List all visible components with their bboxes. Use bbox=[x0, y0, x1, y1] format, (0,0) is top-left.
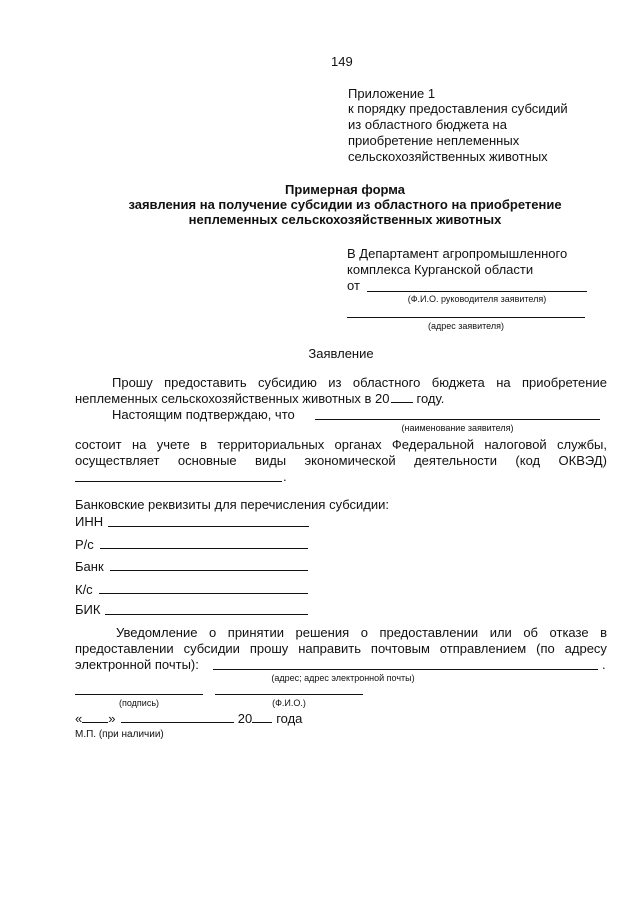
word: органах bbox=[334, 437, 382, 452]
request-line-2-end: году. bbox=[416, 391, 445, 406]
word: Уведомление bbox=[116, 625, 198, 640]
date-line bbox=[75, 711, 302, 726]
word: прошу bbox=[249, 641, 289, 656]
bank-field-label-account: Р/с bbox=[75, 537, 94, 552]
word: в bbox=[200, 437, 208, 452]
word: предоставлении bbox=[379, 625, 479, 640]
signature-field[interactable] bbox=[75, 694, 203, 695]
word: об bbox=[523, 625, 539, 640]
request-line-1 bbox=[112, 375, 607, 390]
word: (по bbox=[536, 641, 555, 656]
caption-signature: (подпись) bbox=[118, 698, 160, 708]
appendix-line-4: приобретение неплеменных bbox=[348, 133, 520, 148]
word: о bbox=[360, 625, 368, 640]
word: ОКВЭД) bbox=[558, 453, 607, 468]
caption-signer-name: (Ф.И.О.) bbox=[272, 698, 306, 708]
month-field[interactable] bbox=[121, 712, 234, 723]
word: решения bbox=[295, 625, 350, 640]
bank-field-label-bank: Банк bbox=[75, 559, 104, 574]
word: на bbox=[496, 375, 511, 390]
appendix-line-2: к порядку предоставления субсидий bbox=[348, 101, 568, 116]
sign-year-field[interactable] bbox=[252, 712, 272, 723]
caption-email: (адрес; адрес электронной почты) bbox=[271, 673, 415, 683]
word: областного bbox=[352, 375, 421, 390]
word: субсидию bbox=[258, 375, 317, 390]
word: Федеральной bbox=[391, 437, 475, 452]
word: приобретение bbox=[522, 375, 607, 390]
word: о bbox=[209, 625, 217, 640]
page-number: 149 bbox=[331, 54, 353, 69]
word: адресу bbox=[564, 641, 607, 656]
form-title-line-1: Примерная форма bbox=[285, 182, 405, 197]
caption-applicant-name: (наименование заявителя) bbox=[401, 423, 514, 433]
caption-applicant-address: (адрес заявителя) bbox=[428, 321, 504, 331]
addressee-line-2: комплекса Курганской области bbox=[347, 262, 534, 277]
word: виды bbox=[255, 453, 287, 468]
word: в bbox=[600, 625, 607, 640]
word: принятии bbox=[227, 625, 285, 640]
word: (код bbox=[515, 453, 541, 468]
confirm-line-3 bbox=[75, 453, 607, 468]
date-close-quote: » bbox=[108, 711, 116, 726]
date-open-quote: « bbox=[75, 711, 83, 726]
word: состоит bbox=[75, 437, 122, 452]
appendix-line-5: сельскохозяйственных животных bbox=[348, 149, 548, 164]
form-title-line-3: неплеменных сельскохозяйственных животных bbox=[188, 212, 502, 227]
notification-line-2 bbox=[75, 641, 607, 656]
word: территориальных bbox=[217, 437, 325, 452]
email-label: электронной почты): bbox=[75, 657, 199, 672]
confirm-label: Настоящим подтверждаю, что bbox=[112, 407, 295, 422]
word: осуществляет bbox=[75, 453, 160, 468]
word: или bbox=[489, 625, 512, 640]
addressee-name-field[interactable] bbox=[367, 291, 587, 292]
signer-name-field[interactable] bbox=[215, 694, 363, 695]
word: основные bbox=[177, 453, 237, 468]
word: почтовым bbox=[370, 641, 430, 656]
account-field[interactable] bbox=[100, 548, 308, 549]
inn-field[interactable] bbox=[108, 526, 309, 527]
word: бюджета bbox=[431, 375, 485, 390]
bank-title: Банковские реквизиты для перечисления субсидии: bbox=[75, 497, 389, 512]
day-field[interactable] bbox=[82, 712, 108, 723]
okved-field[interactable] bbox=[75, 481, 282, 482]
statement-title: Заявление bbox=[308, 346, 374, 361]
word: службы, bbox=[557, 437, 607, 452]
addressee-address-field[interactable] bbox=[347, 317, 585, 318]
word: предоставлении bbox=[75, 641, 174, 656]
corr-account-field[interactable] bbox=[99, 593, 308, 594]
word: экономической bbox=[304, 453, 396, 468]
word: налоговой bbox=[484, 437, 547, 452]
word: из bbox=[328, 375, 342, 390]
year-suffix: года bbox=[276, 711, 303, 726]
word: направить bbox=[298, 641, 361, 656]
word: Прошу bbox=[112, 375, 153, 390]
bank-name-field[interactable] bbox=[110, 570, 308, 571]
caption-head-name: (Ф.И.О. руководителя заявителя) bbox=[407, 294, 547, 304]
form-title-line-2: заявления на получение субсидии из областного на приобретение bbox=[128, 197, 562, 212]
word: отправлением bbox=[439, 641, 527, 656]
email-field[interactable] bbox=[213, 669, 598, 670]
word: учете bbox=[156, 437, 190, 452]
notification-line-1 bbox=[116, 625, 607, 640]
word: субсидии bbox=[183, 641, 240, 656]
appendix-line-1: Приложение 1 bbox=[348, 86, 436, 101]
word: на bbox=[131, 437, 147, 452]
stamp-note: М.П. (при наличии) bbox=[75, 729, 164, 740]
year-field[interactable] bbox=[391, 392, 413, 403]
addressee-line-1: В Департамент агропромышленного bbox=[347, 246, 568, 261]
year-prefix: 20 bbox=[237, 711, 253, 726]
addressee-from-label: от bbox=[347, 278, 360, 293]
word: предоставить bbox=[164, 375, 247, 390]
confirm-line-2 bbox=[75, 437, 607, 452]
okved-end: . bbox=[283, 469, 287, 484]
appendix-line-3: из областного бюджета на bbox=[348, 117, 507, 132]
bik-field[interactable] bbox=[105, 614, 308, 615]
request-line-2-text: неплеменных сельскохозяйственных животных в 20 bbox=[75, 391, 390, 406]
word: деятельности bbox=[414, 453, 498, 468]
email-end: . bbox=[602, 657, 606, 672]
bank-field-label-corr: К/с bbox=[75, 582, 93, 597]
applicant-name-field[interactable] bbox=[315, 419, 600, 420]
bank-field-label-bik: БИК bbox=[75, 602, 101, 617]
request-line-2 bbox=[75, 391, 444, 406]
word: отказе bbox=[549, 625, 589, 640]
bank-field-label-inn: ИНН bbox=[75, 514, 104, 529]
